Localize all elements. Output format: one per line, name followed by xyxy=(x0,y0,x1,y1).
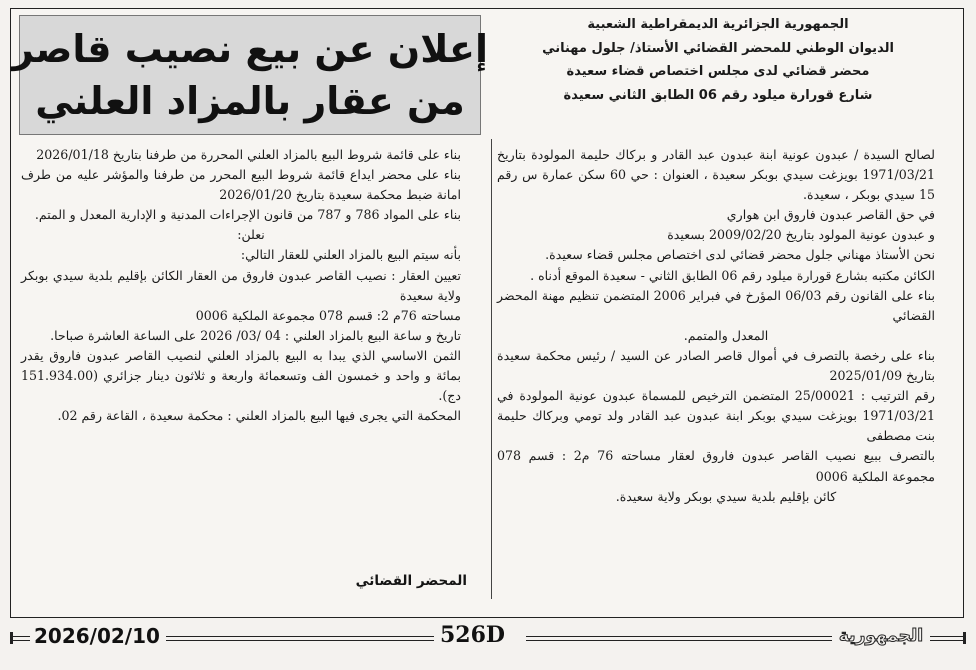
paragraph-conditions: بناء على قائمة شروط البيع بالمزاد العلني المحررة من طرفنا بتاريخ 2026/01/18 xyxy=(36,147,461,162)
page-footer xyxy=(10,620,966,654)
footer-rule-d xyxy=(930,636,964,641)
paragraph-location: كائن بإقليم بلدية سيدي بوبكر ولاية سعيدة. xyxy=(615,488,837,504)
header-line-jurisdiction: محضر قضائي لدى مجلس اختصاص قضاء سعيدة xyxy=(566,64,870,79)
paragraph-deposit: بناء على محضر ايداع قائمة شروط البيع المحرر من طرفنا والمؤشر عليه من طرف امانة ضبط محكمة سعيدة بتاريخ 2026/01/20 xyxy=(21,167,461,203)
title-line-2: من عقار بالمزاد العلني xyxy=(35,79,465,123)
page-number: 526D xyxy=(440,622,506,648)
announcement-frame xyxy=(10,8,964,618)
paragraph-announce: نعلن: xyxy=(237,227,265,243)
paragraph-sale-date: تاريخ و ساعة البيع بالمزاد العلني : 04 /03/ 2026 على الساعة العاشرة صباحا. xyxy=(50,327,461,343)
paragraph-against-minor: في حق القاصر عبدون فاروق ابن هواري xyxy=(726,207,935,223)
paragraph-beneficiary: لصالح السيدة / عبدون عونية ابنة عبدون عبد القادر و بركاك حليمة المولودة بتاريخ 1971/03/21 بويزغت سيدي بوبكر سعيدة ، العنوان : حي 60 سكن عمارة س رقم 15 سيدي بوبكر ، سعيدة. xyxy=(497,147,935,203)
header-line-address: شارع قورارة ميلود رقم 06 الطابق الثاني سعيدة xyxy=(563,87,873,103)
footer-rule-c xyxy=(526,636,832,641)
title-line-1: إعلان عن بيع نصيب قاصر xyxy=(11,27,489,71)
paragraph-law: بناء على القانون رقم 06/03 المؤرخ في فبراير 2006 المتضمن تنظيم مهنة المحضر القضائي xyxy=(497,287,935,323)
announcement-title-box xyxy=(11,15,489,135)
right-column-text xyxy=(497,145,955,507)
paragraph-office: الكائن مكتبه بشارع قورارة ميلود رقم 06 الطابق الثاني - سعيدة الموقع أدناه . xyxy=(530,267,935,283)
paragraph-order-number: رقم الترتيب : 25/00021 المتضمن الترخيص للمسماة عبدون عونية المولودة في 1971/03/21 بويزغت سيدي بوبكر ابنة عبدون عبد القادر ولد تومي وبركاك حليمة بنت مصطفى xyxy=(497,388,935,444)
paragraph-bailiff: نحن الأستاذ مهناني جلول محضر قضائي لدى اختصاص مجلس قضاء سعيدة. xyxy=(545,247,935,263)
bailiff-signature: المحضر القضائي xyxy=(355,573,467,589)
paragraph-minor-birth: و عبدون عونية المولود بتاريخ 2009/02/20 بسعيدة xyxy=(667,227,935,243)
column-divider xyxy=(491,139,492,599)
issue-date: 2026/02/10 xyxy=(34,624,160,648)
left-column-text xyxy=(21,145,481,426)
newspaper-page xyxy=(10,8,966,662)
bailiff-header xyxy=(483,13,953,107)
footer-rule-a xyxy=(12,636,30,641)
paragraph-sale-intro: بأنه سيتم البيع بالمزاد العلني للعقار التالي: xyxy=(240,247,461,263)
paragraph-amended: المعدل والمتمم. xyxy=(683,327,769,343)
footer-rule-b xyxy=(166,636,434,641)
paragraph-property: تعيين العقار : نصيب القاصر عبدون فاروق من العقار الكائن بإقليم بلدية سيدي بوبكر ولاية سعيدة xyxy=(21,267,461,303)
header-line-country: الجمهورية الجزائرية الديمقراطية الشعبية xyxy=(587,17,849,32)
footer-right-cap xyxy=(963,632,966,644)
paragraph-base-price: الثمن الاساسي الذي يبدا به البيع بالمزاد العلني لنصيب القاصر عبدون فاروق يقدر بمائة و واحد و خمسون الف وتسعمائة واربعة و ثلاثون دينار جزائري (151.934.00 دج). xyxy=(21,347,461,404)
paragraph-court: المحكمة التي يجرى فيها البيع بالمزاد العلني : محكمة سعيدة ، القاعة رقم 02. xyxy=(57,408,461,424)
paragraph-articles: بناء على المواد 786 و 787 من قانون الإجراءات المدنية و الإدارية المعدل و المتم. xyxy=(34,207,461,223)
header-line-office: الديوان الوطني للمحضر القضائي الأستاذ/ جلول مهناني xyxy=(542,40,894,56)
paragraph-disposal: بالتصرف ببيع نصيب القاصر عبدون فاروق لعقار مساحته 76 م2 : قسم 078 مجموعة الملكية 0006 xyxy=(497,448,936,484)
paragraph-area: مساحته 76م 2: قسم 078 مجموعة الملكية 0006 xyxy=(195,307,461,323)
newspaper-logo: الجمهورية xyxy=(838,626,924,646)
paragraph-permit: بناء على رخصة بالتصرف في أموال قاصر الصادر عن السيد / رئيس محكمة سعيدة بتاريخ 2025/01/09 xyxy=(497,347,935,384)
